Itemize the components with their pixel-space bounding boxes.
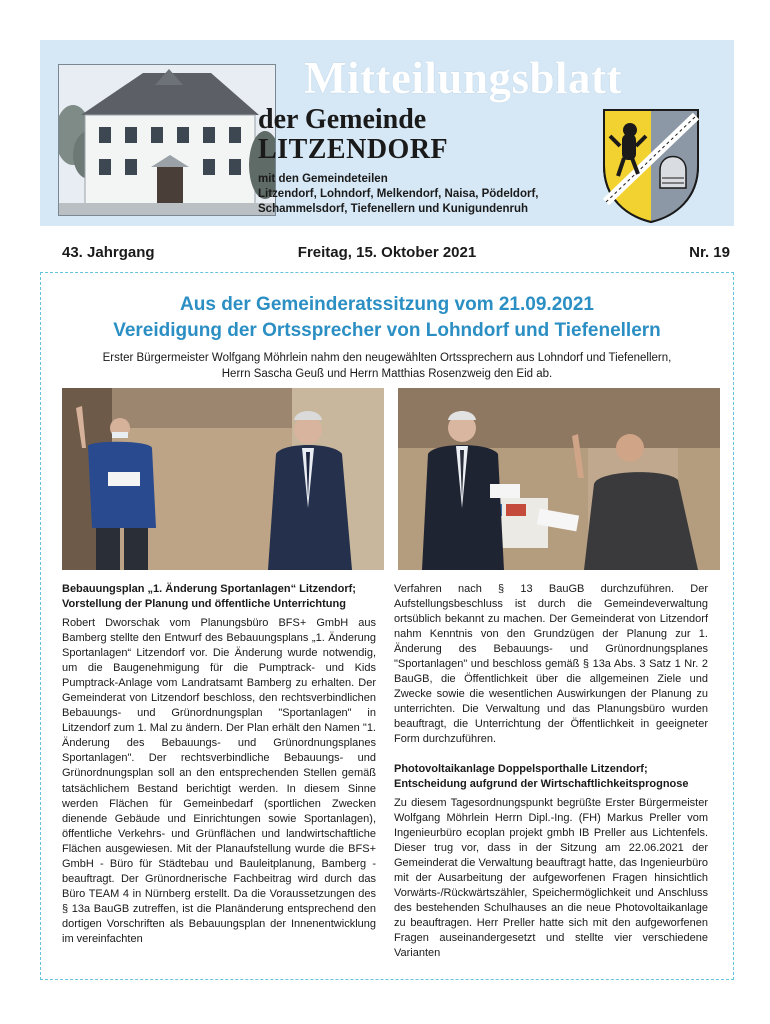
article-headline xyxy=(40,292,734,344)
issue-volume: 43. Jahrgang xyxy=(62,244,155,261)
municipality-name: LITZENDORF xyxy=(258,134,449,165)
issue-info xyxy=(40,244,734,264)
districts-list: Litzendorf, Lohndorf, Melkendorf, Naisa, Pödeldorf, Schammelsdorf, Tiefenellern und Kunigundenruh xyxy=(258,188,539,215)
article-column-left xyxy=(62,582,376,953)
town-hall-photo xyxy=(58,64,276,216)
issue-number: Nr. 19 xyxy=(689,244,730,261)
article-column-right xyxy=(394,582,708,967)
masthead xyxy=(40,40,734,226)
section-body-bebauungsplan: Robert Dworschak vom Planungsbüro BFS+ GmbH aus Bamberg stellte den Entwurf des Bebauungsplans „1. Änderung Sportanlagen“ Litzendorf vor. Die Änderung wurde notwendig, um die Baugenehmigung für die Pumptrack- und Kids Pumptrack-Anlage vom Landratsamt Bamberg zu erhalten. Der Gemeinderat von Litzendorf beschloss, den rechtsverbindlichen Bebauungs- und Grünordnungsplan "Sportanlagen" in Litzendorf zum 1. Mal zu ändern. Der Plan erhält den Namen "1. Änderung des Bebauungs- und Grünordnungsplanes Sportanlagen". Der rechtsverbindliche Bebauungs- und Grünordnungsplan soll an den entsprechenden Stellen gemäß tatsächlichem Bestand berichtigt werden. In diesem Sinne werden Flächen für Gemeinbedarf (sportlichen Zwecken dienende Gebäude und Einrichtungen sowie Sportanlagen), öffentliche Verkehrs- und Grünflächen und landwirtschaftliche Flächen ausgewiesen. Mit der Planaufstellung wurde die BFS+ GmbH - Büro für Städtebau und Bauleitplanung, Bamberg - beauftragt. Der Grünordnerische Fachbeitrag wird durch das Büro TEAM 4 in Nürnberg erstellt. Da die Voraussetzungen des § 13a BauGB zutreffen, ist die Planänderung entsprechend den dortigen Vorschriften als Bebauungsplan der Innenentwicklung im vereinfachten xyxy=(62,617,376,945)
section-body-continuation: Verfahren nach § 13 BauGB durchzuführen. Der Aufstellungsbeschluss ist durch die Gemeindeverwaltung ortsüblich bekannt zu machen. Der Gemeinderat von Litzendorf nahm Kenntnis von den Grundzügen der Planung zur 1. Änderung des Bebauungs- und Grünordnungsplanes "Sportanlagen" und beschloss gemäß § 13a Abs. 3 Satz 1 Nr. 2 BauGB, die Öffentlichkeit über die allgemeinen Ziele und Zwecke sowie die wesentlichen Auswirkungen der Planung zu unterrichten. Die Verwaltung und das Planungsbüro wurden beauftragt, die Unterrichtung der Öffentlichkeit in geeigneter Form durchzuführen. xyxy=(394,583,708,746)
section-heading-photovoltaik: Photovoltaikanlage Doppelsporthalle Litzendorf; Entscheidung aufgrund der Wirtschaftlichkeitsprognose xyxy=(394,762,689,790)
section-body-photovoltaik: Zu diesem Tagesordnungspunkt begrüßte Erster Bürgermeister Wolfgang Möhrlein Herrn Dipl.-Ing. (FH) Markus Preller vom Ingenieurbüro ecoplan projekt gmbh IB Preller aus Lichtenfels. Dieser trug vor, dass in der Sitzung am 22.06.2021 der Gemeinderat die Verwaltung beauftragt hatte, das Ingenieurbüro mit der Ausarbeitung der aufgeworfenen Fragen hinsichtlich Vorwärts-/Rückwärtszähler, Speichermöglichkeit und Anschluss des bestehenden Schulhauses an die neue Photovoltaikanlage zu beauftragen. Herr Preller hatte sich mit den aufgeworfenen Fragen auseinandergesetzt und stellte vier verschiedene Varianten xyxy=(394,796,708,959)
publication-title: Mitteilungsblatt xyxy=(304,53,622,103)
swearing-in-photo-1 xyxy=(62,388,384,570)
headline-line-1: Aus der Gemeinderatssitzung vom 21.09.2021 xyxy=(180,294,594,315)
coat-of-arms-icon xyxy=(600,106,702,224)
districts-intro: mit den Gemeindeteilen xyxy=(258,173,388,185)
districts-block xyxy=(258,172,618,217)
publication-subtitle: der Gemeinde xyxy=(258,104,427,135)
article-lead: Erster Bürgermeister Wolfgang Möhrlein nahm den neugewählten Ortssprechern aus Lohndorf und Tiefenellern, Herrn Sascha Geuß und Herrn Matthias Rosenzweig den Eid ab. xyxy=(102,352,672,380)
issue-date: Freitag, 15. Oktober 2021 xyxy=(297,244,477,261)
headline-line-2: Vereidigung der Ortssprecher von Lohndorf und Tiefenellern xyxy=(113,320,661,341)
swearing-in-photo-2 xyxy=(398,388,720,570)
section-heading-bebauungsplan: Bebauungsplan „1. Änderung Sportanlagen“ Litzendorf; Vorstellung der Planung und öffentliche Unterrichtung xyxy=(62,583,356,610)
